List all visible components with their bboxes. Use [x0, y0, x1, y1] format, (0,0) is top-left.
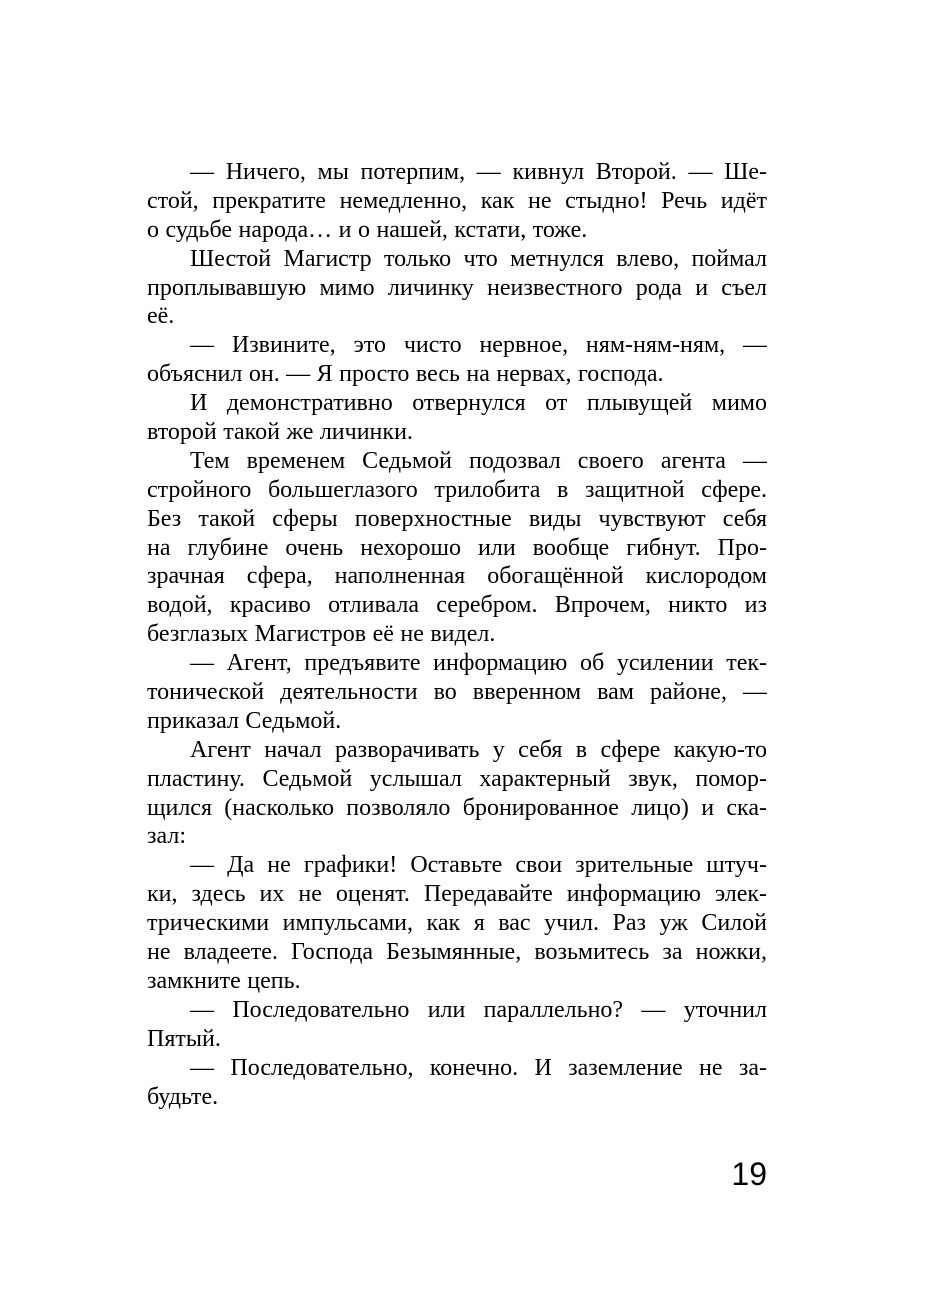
text-line: будьте.	[147, 1083, 219, 1110]
text-line: на глубине очень нехорошо или вообще гибнут. Про-	[147, 534, 767, 561]
text-line: — Извините, это чисто нервное, ням-ням-ням, —	[190, 332, 767, 359]
text-line: И демонстративно отвернулся от плывущей мимо	[190, 390, 767, 417]
text-line: — Агент, предъявите информацию об усилении тек-	[190, 650, 767, 677]
paragraph	[147, 736, 767, 852]
text-line: — Последовательно, конечно. И заземление не за-	[190, 1054, 767, 1081]
paragraph	[147, 649, 767, 736]
text-line: объяснил он. — Я просто весь на нервах, господа.	[147, 361, 664, 388]
text-line: Пятый.	[147, 1025, 221, 1052]
paragraph	[147, 996, 767, 1054]
text-line: — Да не графики! Оставьте свои зрительные штуч-	[190, 852, 767, 879]
text-line: — Ничего, мы потерпим, — кивнул Второй. — Ше-	[190, 159, 767, 185]
text-line: щился (насколько позволяло бронированное лицо) и ска-	[147, 794, 767, 821]
text-line: стройного большеглазого трилобита в защитной сфере.	[147, 476, 767, 503]
text-line: стой, прекратите немедленно, как не стыдно! Речь идёт	[147, 187, 767, 214]
text-line: приказал Седьмой.	[147, 707, 342, 734]
paragraph	[147, 851, 767, 995]
text-line: трическими импульсами, как я вас учил. Раз уж Силой	[147, 910, 767, 937]
text-line: водой, красиво отливала серебром. Впрочем, никто из	[147, 592, 767, 619]
paragraph	[147, 447, 767, 649]
text-line: пластину. Седьмой услышал характерный звук, помор-	[147, 765, 767, 792]
text-line: о судьбе народа… и о нашей, кстати, тоже.	[147, 216, 588, 243]
paragraph	[147, 245, 767, 332]
paragraph	[147, 158, 767, 245]
text-line: Шестой Магистр только что метнулся влево, поймал	[190, 245, 767, 272]
text-line: проплывавшую мимо личинку неизвестного рода и съел	[147, 274, 767, 301]
text-line: Без такой сферы поверхностные виды чувствуют себя	[147, 505, 767, 532]
paragraph	[147, 389, 767, 447]
text-line: — Последовательно или параллельно? — уточнил	[190, 996, 767, 1023]
text-line: тонической деятельности во вверенном вам районе, —	[147, 679, 767, 706]
text-line: её.	[147, 303, 175, 330]
text-line: не владеете. Господа Безымянные, возьмитесь за ножки,	[147, 939, 767, 966]
text-line: зрачная сфера, наполненная обогащённой кислородом	[147, 563, 767, 590]
paragraph	[147, 331, 767, 389]
page-number: 19	[731, 1156, 767, 1192]
text-line: второй такой же личинки.	[147, 419, 413, 446]
text-line: Агент начал разворачивать у себя в сфере какую-то	[190, 736, 767, 763]
text-line: безглазых Магистров её не видел.	[147, 621, 496, 648]
text-line: ки, здесь их не оценят. Передавайте информацию элек-	[147, 881, 767, 908]
paragraph	[147, 1054, 767, 1112]
text-line: замкните цепь.	[147, 967, 301, 994]
text-block	[147, 158, 767, 1111]
text-line: зал:	[147, 823, 186, 850]
text-line: Тем временем Седьмой подозвал своего агента —	[190, 447, 767, 474]
